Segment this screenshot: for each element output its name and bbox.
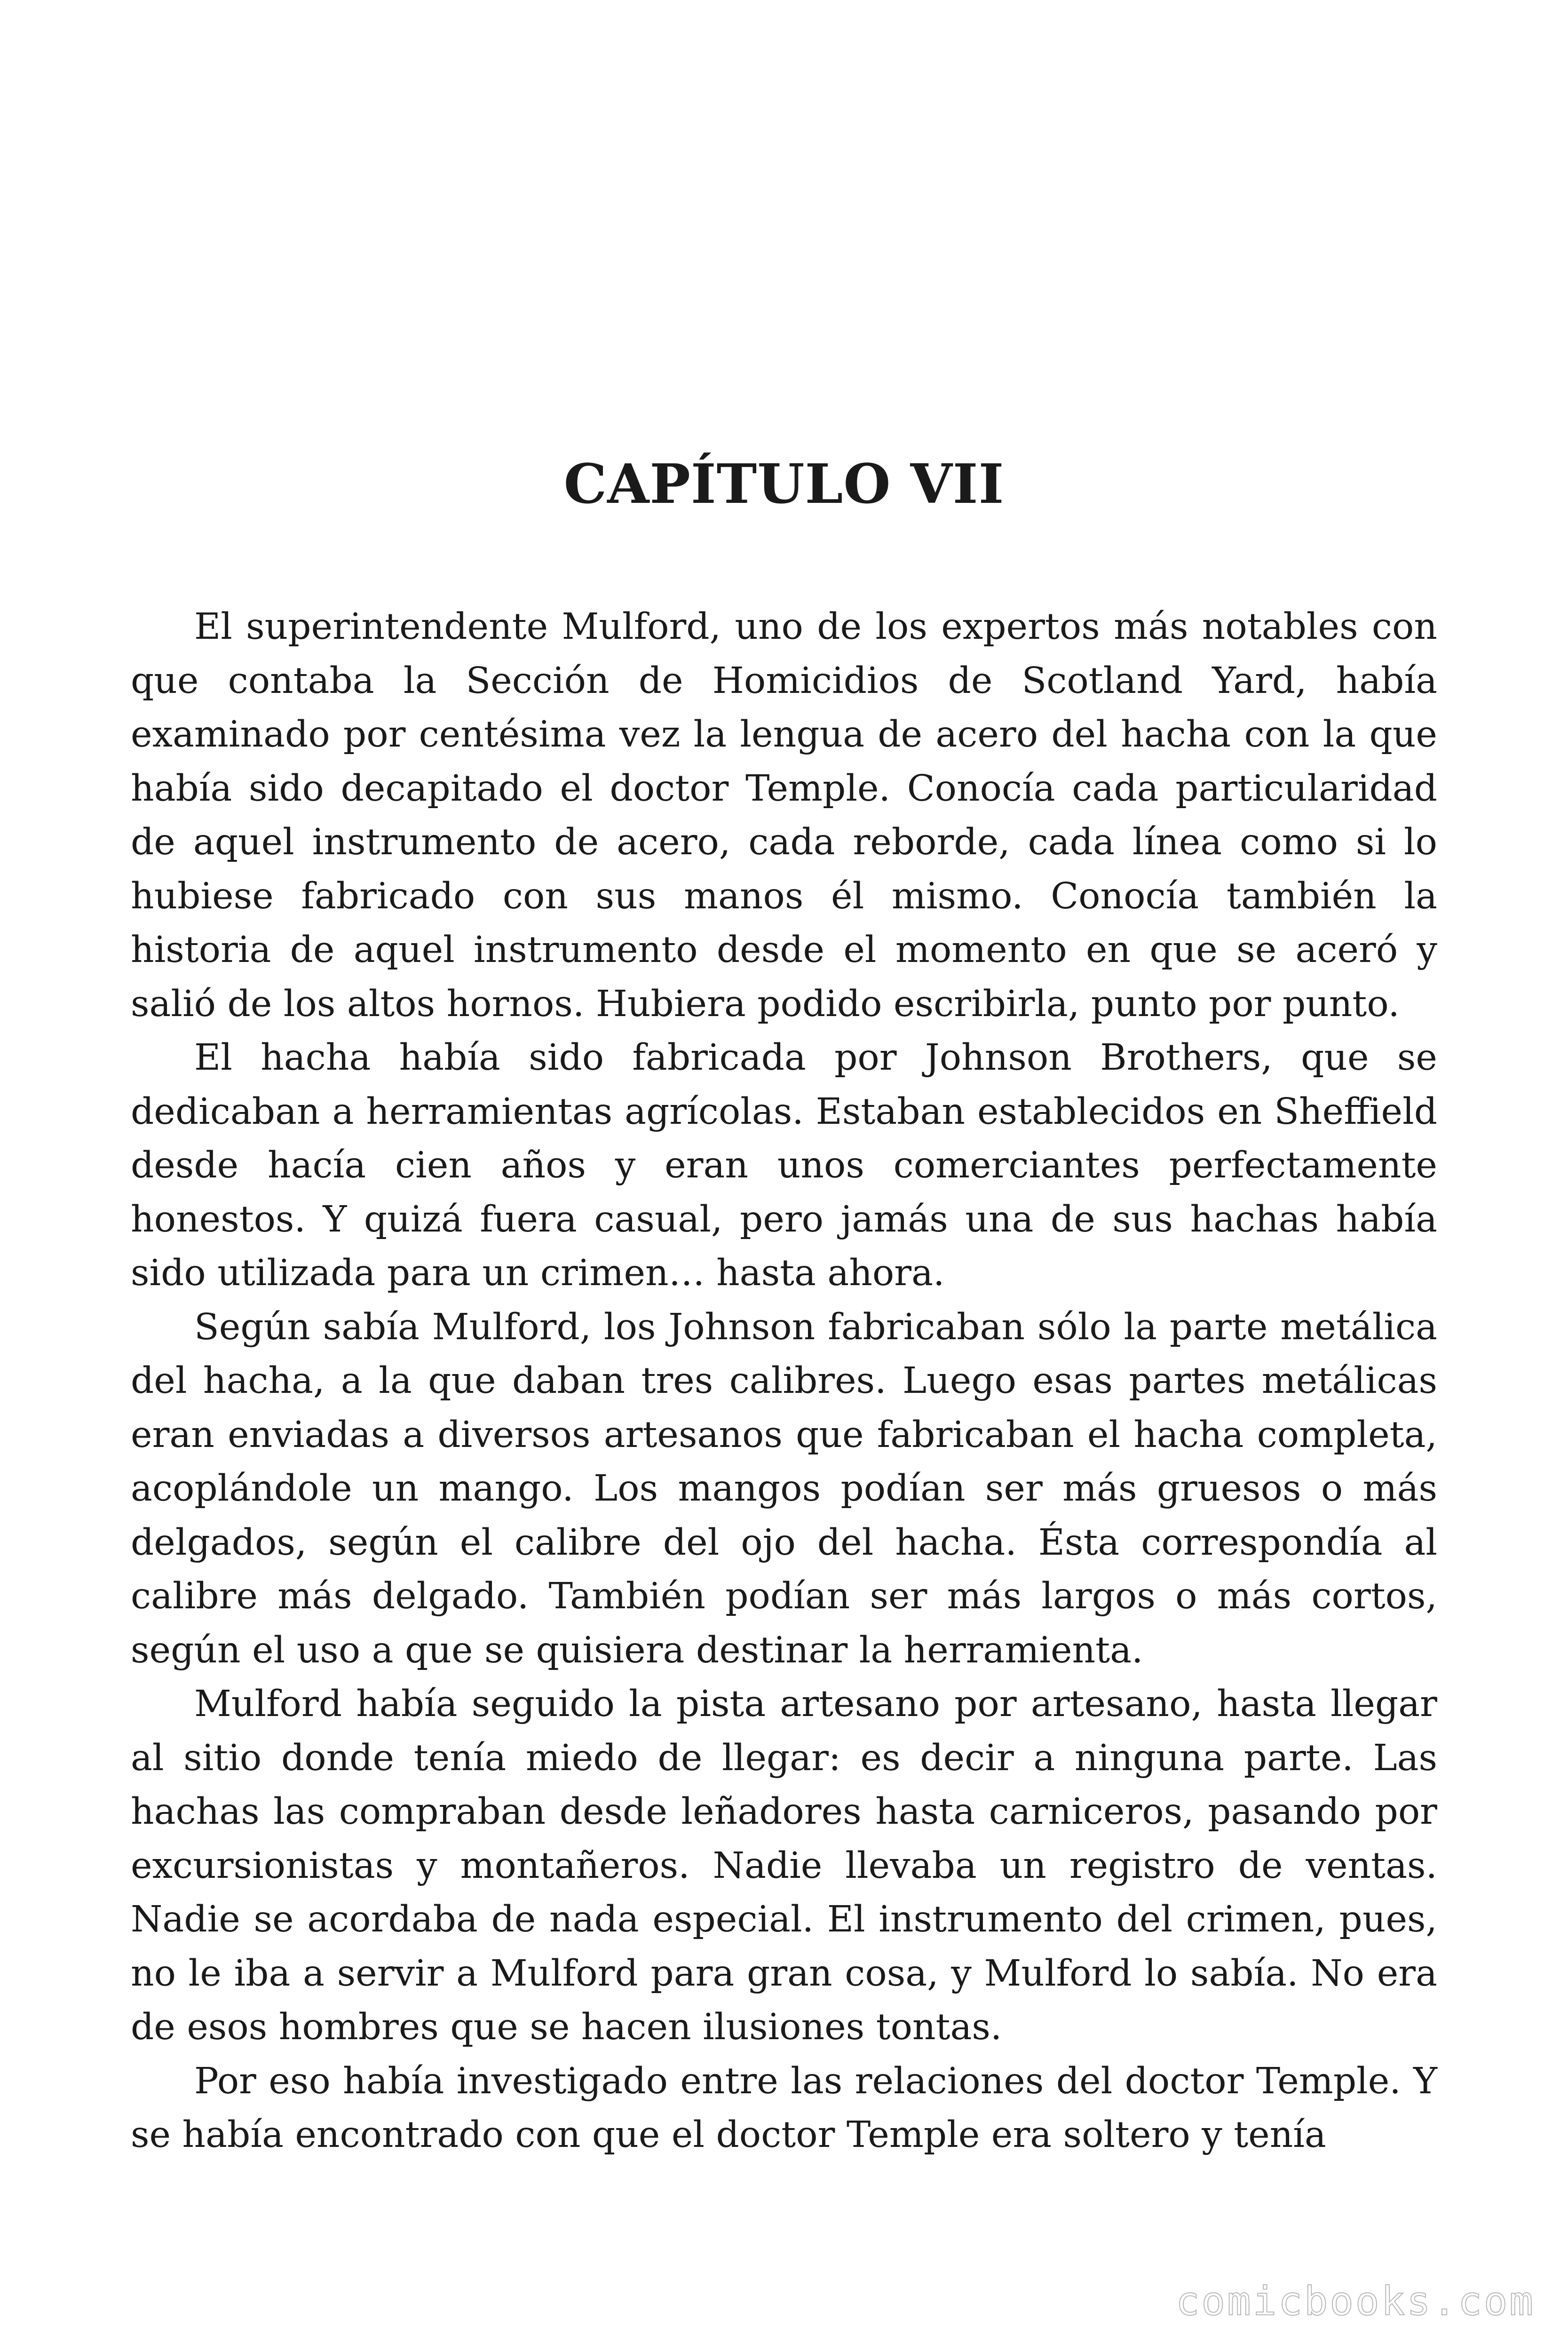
paragraph: Por eso había investigado entre las relaciones del doctor Temple. Y se había encontrado con que el doctor Temple era soltero y tenía xyxy=(131,2060,1437,2156)
paragraph: El hacha había sido fabricada por Johnson Brothers, que se dedicaban a herramientas agrícolas. Estaban establecidos en Sheffield desde hacía cien años y eran unos comerciantes perfectamente honestos. Y quizá fuera casual, pero jamás una de sus hachas había sido utilizada para un crimen… hasta ahora. xyxy=(131,1037,1437,1294)
chapter-title: CAPÍTULO VII xyxy=(563,453,1005,516)
paragraph: El superintendente Mulford, uno de los expertos más notables con que contaba la Sección de Homicidios de Scotland Yard, había examinado por centésima vez la lengua de acero del hacha con la que había sido decapitado el doctor Temple. Conocía cada particularidad de aquel instrumento de acero, cada reborde, cada línea como si lo hubiese fabricado con sus manos él mismo. Conocía también la historia de aquel instrumento desde el momento en que se aceró y salió de los altos hornos. Hubiera podido escribirla, punto por punto. xyxy=(131,606,1437,1025)
paragraph: Según sabía Mulford, los Johnson fabricaban sólo la parte metálica del hacha, a la que daban tres calibres. Luego esas partes metálicas eran enviadas a diversos artesanos que fabricaban el hacha completa, acoplándole un mango. Los mangos podían ser más gruesos o más delgados, según el calibre del ojo del hacha. Ésta correspondía al calibre más delgado. También podían ser más largos o más cortos, según el uso a que se quisiera destinar la herramienta. xyxy=(131,1306,1437,1671)
paragraph: Mulford había seguido la pista artesano por artesano, hasta llegar al sitio donde tenía miedo de llegar: es decir a ninguna parte. Las hachas las compraban desde leñadores hasta carniceros, pasando por excursionistas y montañeros. Nadie llevaba un registro de ventas. Nadie se acordaba de nada especial. El instrumento del crimen, pues, no le iba a servir a Mulford para gran cosa, y Mulford lo sabía. No era de esos hombres que se hacen ilusiones tontas. xyxy=(131,1683,1437,2048)
watermark: comicbooks.com xyxy=(1175,2278,1535,2324)
chapter-body xyxy=(131,600,1437,2162)
